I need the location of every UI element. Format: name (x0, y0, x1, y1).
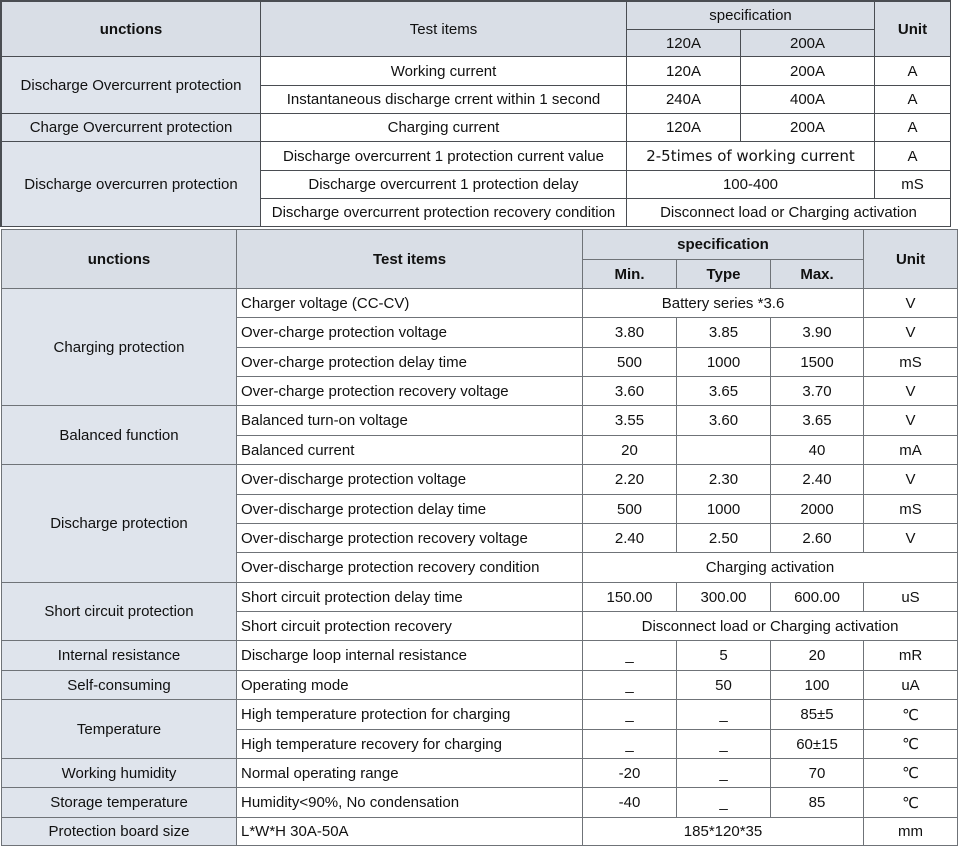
value-max: 85±5 (771, 700, 864, 730)
value-min: -40 (583, 788, 677, 818)
unit: ℃ (864, 788, 958, 818)
test-item: Discharge overcurrent protection recovery condition (261, 199, 627, 227)
value-type: 3.65 (677, 377, 771, 406)
test-item: High temperature protection for charging (237, 700, 583, 730)
value-min: -20 (583, 759, 677, 788)
value-max: 2000 (771, 495, 864, 524)
value-type: _ (677, 700, 771, 730)
value-span: Disconnect load or Charging activation (627, 199, 951, 227)
unit: uA (864, 671, 958, 700)
function-label: Short circuit protection (2, 583, 237, 641)
value-min: _ (583, 700, 677, 730)
test-item: Charger voltage (CC-CV) (237, 289, 583, 318)
test-item: Over-discharge protection recovery condition (237, 553, 583, 583)
header-specification: specification (627, 2, 875, 30)
unit: A (875, 57, 951, 86)
value-200a: 200A (741, 57, 875, 86)
unit: ℃ (864, 759, 958, 788)
test-item: Normal operating range (237, 759, 583, 788)
value-min: 3.80 (583, 318, 677, 348)
value-max: 2.60 (771, 524, 864, 553)
value-type: 1000 (677, 348, 771, 377)
value-max: 1500 (771, 348, 864, 377)
test-item: Balanced turn-on voltage (237, 406, 583, 436)
value-type: _ (677, 730, 771, 759)
value-max: 2.40 (771, 465, 864, 495)
unit: V (864, 465, 958, 495)
unit: mS (864, 348, 958, 377)
value-span: Battery series *3.6 (583, 289, 864, 318)
protection-board-spec-table (1, 229, 958, 846)
test-item: Working current (261, 57, 627, 86)
test-item: L*W*H 30A-50A (237, 818, 583, 846)
value-max: 60±15 (771, 730, 864, 759)
value-min: _ (583, 671, 677, 700)
unit: uS (864, 583, 958, 612)
function-label: Self-consuming (2, 671, 237, 700)
test-item: Discharge loop internal resistance (237, 641, 583, 671)
value-type: 1000 (677, 495, 771, 524)
value-type: 2.30 (677, 465, 771, 495)
value-min: 20 (583, 436, 677, 465)
unit: mm (864, 818, 958, 846)
header-spec-120a: 120A (627, 30, 741, 57)
test-item: Charging current (261, 114, 627, 142)
function-label: Balanced function (2, 406, 237, 465)
value-max: 70 (771, 759, 864, 788)
test-item: Over-charge protection recovery voltage (237, 377, 583, 406)
unit: V (864, 318, 958, 348)
function-label: Temperature (2, 700, 237, 759)
value-max: 40 (771, 436, 864, 465)
test-item: Humidity<90%, No condensation (237, 788, 583, 818)
header-test-items: Test items (237, 230, 583, 289)
unit: ℃ (864, 700, 958, 730)
value-min: _ (583, 730, 677, 759)
test-item: Operating mode (237, 671, 583, 700)
value-120a: 120A (627, 57, 741, 86)
value-max: 3.90 (771, 318, 864, 348)
value-span: 185*120*35 (583, 818, 864, 846)
value-span: 100-400 (627, 171, 875, 199)
test-item: Discharge overcurrent 1 protection delay (261, 171, 627, 199)
header-unit: Unit (864, 230, 958, 289)
value-min: 150.00 (583, 583, 677, 612)
value-min: _ (583, 641, 677, 671)
test-item: Over-discharge protection recovery voltage (237, 524, 583, 553)
test-item: Over-discharge protection delay time (237, 495, 583, 524)
function-label: Working humidity (2, 759, 237, 788)
test-item: Short circuit protection recovery (237, 612, 583, 641)
header-specification: specification (583, 230, 864, 260)
header-functions: unctions (2, 2, 261, 57)
value-min: 3.60 (583, 377, 677, 406)
value-max: 3.65 (771, 406, 864, 436)
value-span: Charging activation (583, 553, 958, 583)
value-200a: 400A (741, 86, 875, 114)
value-type: 2.50 (677, 524, 771, 553)
test-item: Over-charge protection delay time (237, 348, 583, 377)
value-min: 500 (583, 495, 677, 524)
value-max: 85 (771, 788, 864, 818)
value-span: 2-5times of working current (627, 142, 875, 171)
header-spec-200a: 200A (741, 30, 875, 57)
test-item: Over-discharge protection voltage (237, 465, 583, 495)
value-min: 500 (583, 348, 677, 377)
function-label: Protection board size (2, 818, 237, 846)
function-label: Internal resistance (2, 641, 237, 671)
unit: mS (875, 171, 951, 199)
value-type: 300.00 (677, 583, 771, 612)
function-label: Discharge protection (2, 465, 237, 583)
value-120a: 120A (627, 114, 741, 142)
header-min: Min. (583, 260, 677, 289)
value-type: _ (677, 759, 771, 788)
header-test-items: Test items (261, 2, 627, 57)
function-label: Discharge overcurren protection (2, 142, 261, 227)
value-max: 100 (771, 671, 864, 700)
value-max: 20 (771, 641, 864, 671)
test-item: Short circuit protection delay time (237, 583, 583, 612)
test-item: Instantaneous discharge crrent within 1 second (261, 86, 627, 114)
value-120a: 240A (627, 86, 741, 114)
function-label: Charge Overcurrent protection (2, 114, 261, 142)
overcurrent-spec-table (1, 1, 951, 227)
header-type: Type (677, 260, 771, 289)
value-type: 3.85 (677, 318, 771, 348)
value-min: 2.20 (583, 465, 677, 495)
unit: V (864, 406, 958, 436)
value-span: Disconnect load or Charging activation (583, 612, 958, 641)
value-type: _ (677, 788, 771, 818)
value-max: 3.70 (771, 377, 864, 406)
unit: V (864, 289, 958, 318)
value-type: 5 (677, 641, 771, 671)
unit: A (875, 142, 951, 171)
value-min: 2.40 (583, 524, 677, 553)
test-item: Discharge overcurrent 1 protection current value (261, 142, 627, 171)
value-max: 600.00 (771, 583, 864, 612)
function-label: Storage temperature (2, 788, 237, 818)
unit: mR (864, 641, 958, 671)
unit: V (864, 524, 958, 553)
unit: mA (864, 436, 958, 465)
value-type: 50 (677, 671, 771, 700)
test-item: High temperature recovery for charging (237, 730, 583, 759)
unit: ℃ (864, 730, 958, 759)
value-type (677, 436, 771, 465)
unit: V (864, 377, 958, 406)
unit: A (875, 114, 951, 142)
unit: mS (864, 495, 958, 524)
unit: A (875, 86, 951, 114)
value-type: 3.60 (677, 406, 771, 436)
function-label: Discharge Overcurrent protection (2, 57, 261, 114)
header-functions: unctions (2, 230, 237, 289)
test-item: Balanced current (237, 436, 583, 465)
value-200a: 200A (741, 114, 875, 142)
header-max: Max. (771, 260, 864, 289)
value-min: 3.55 (583, 406, 677, 436)
test-item: Over-charge protection voltage (237, 318, 583, 348)
function-label: Charging protection (2, 289, 237, 406)
header-unit: Unit (875, 2, 951, 57)
